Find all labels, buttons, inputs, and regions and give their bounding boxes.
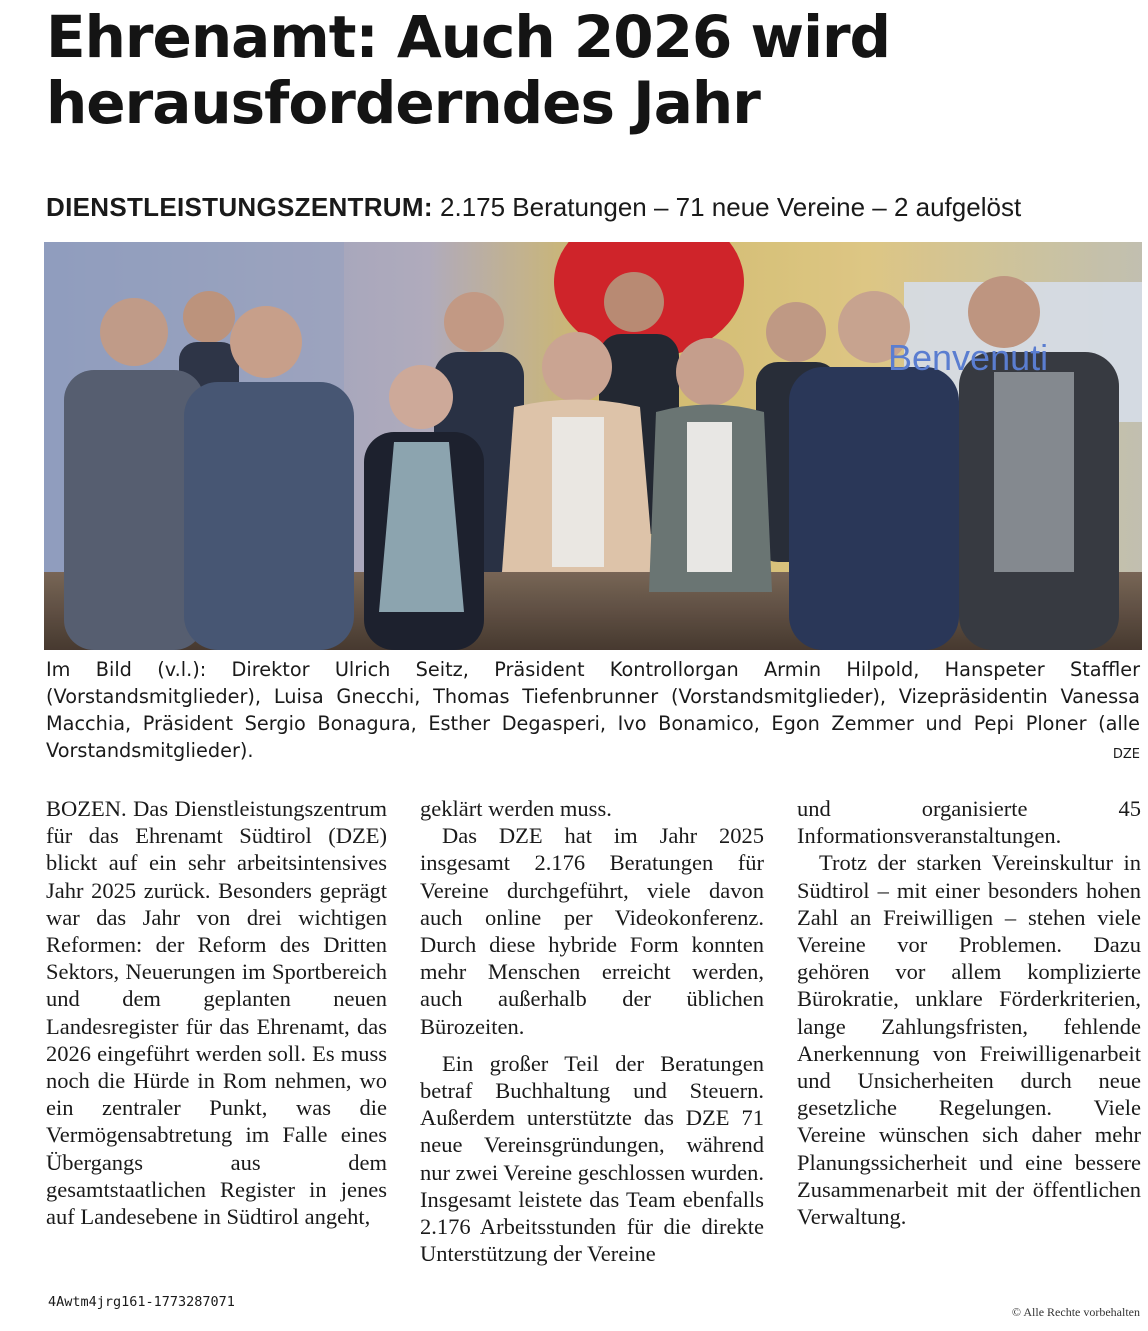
banner-text: Benvenuti — [888, 337, 1049, 378]
article-column-1 — [46, 795, 387, 1230]
copyright-notice: © Alle Rechte vorbehalten — [1011, 1305, 1140, 1319]
paragraph: Das DZE hat im Jahr 2025 insgesamt 2.176 Beratungen für Vereine durchgeführt, viele davon auch online per Videokonferenz. Durch diese hybride Form konnten mehr Menschen erreicht werden, auch außerhalb der üblichen Bürozeiten. — [420, 823, 764, 1039]
paragraph: BOZEN. Das Dienstleistungszentrum für das Ehrenamt Südtirol (DZE) blickt auf ein sehr arbeitsintensives Jahr 2025 zurück. Besonders geprägt war das Jahr von drei wichtigen Reformen: der Reform des Dritten Sektors, Neuerungen im Sportbereich und dem geplanten neuen Landesregister für das Ehrenamt, das 2026 eingeführt werden soll. Es muss noch die Hürde in Rom nehmen, wo ein zentraler Punkt, was die Vermögensabtretung im Falle eines Übergangs aus dem gesamtstaatlichen Register in jenes auf Landesebene in Südtirol angeht, — [46, 796, 387, 1230]
subheadline — [46, 190, 1146, 224]
kicker: DIENSTLEISTUNGSZENTRUM: — [46, 192, 433, 222]
paragraph: geklärt werden muss. — [420, 796, 612, 821]
paragraph: und organisierte 45 Informationsveranstaltungen. — [797, 796, 1141, 849]
article-column-3 — [797, 795, 1141, 1230]
group-photo — [44, 242, 1142, 650]
document-code: 4Awtm4jrg161-1773287071 — [48, 1294, 235, 1310]
photo-caption: Im Bild (v.l.): Direktor Ulrich Seitz, Präsident Kontrollorgan Armin Hilpold, Hanspeter Staffler (Vorstandsmitglieder), Luisa Gnecchi, Thomas Tiefenbrunner (Vorstandsmitglieder), Vizepräsidentin Vanessa Macchia, Präsident Sergio Bonagura, Esther Degasperi, Ivo Bonamico, Egon Zemmer und Pepi Ploner (alle Vorstandsmitglieder). — [46, 658, 1140, 762]
article-column-2 — [420, 795, 764, 1267]
headline — [46, 4, 1126, 136]
paragraph: Ein großer Teil der Beratungen betraf Buchhaltung und Steuern. Außerdem unterstützte das DZE 71 neue Vereinsgründungen, während nur zwei Vereine geschlossen wurden. Insgesamt leistete das Team ebenfalls 2.176 Arbeitsstunden für die direkte Unterstützung der Vereine — [420, 1050, 764, 1267]
headline-line-1: Ehrenamt: Auch 2026 wird — [46, 3, 891, 71]
photo-credit: DZE — [1112, 747, 1140, 762]
paragraph: Trotz der starken Vereinskultur in Südtirol – mit einer besonders hohen Zahl an Freiwilligen – stehen viele Vereine vor Problemen. Dazu gehören vor allem komplizierte Bürokratie, unklare Förderkriterien, lange Zahlungsfristen, fehlende Anerkennung von Freiwilligenarbeit und Unsicherheiten durch neue gesetzliche Regelungen. Viele Vereine wünschen sich daher mehr Planungssicherheit und eine bessere Zusammenarbeit mit der öffentlichen Verwaltung. — [797, 850, 1141, 1230]
subheadline-text: 2.175 Beratungen – 71 neue Vereine – 2 aufgelöst — [432, 192, 1022, 222]
group-photo-illustration — [44, 242, 1142, 650]
headline-line-2: herausforderndes Jahr — [46, 69, 760, 137]
